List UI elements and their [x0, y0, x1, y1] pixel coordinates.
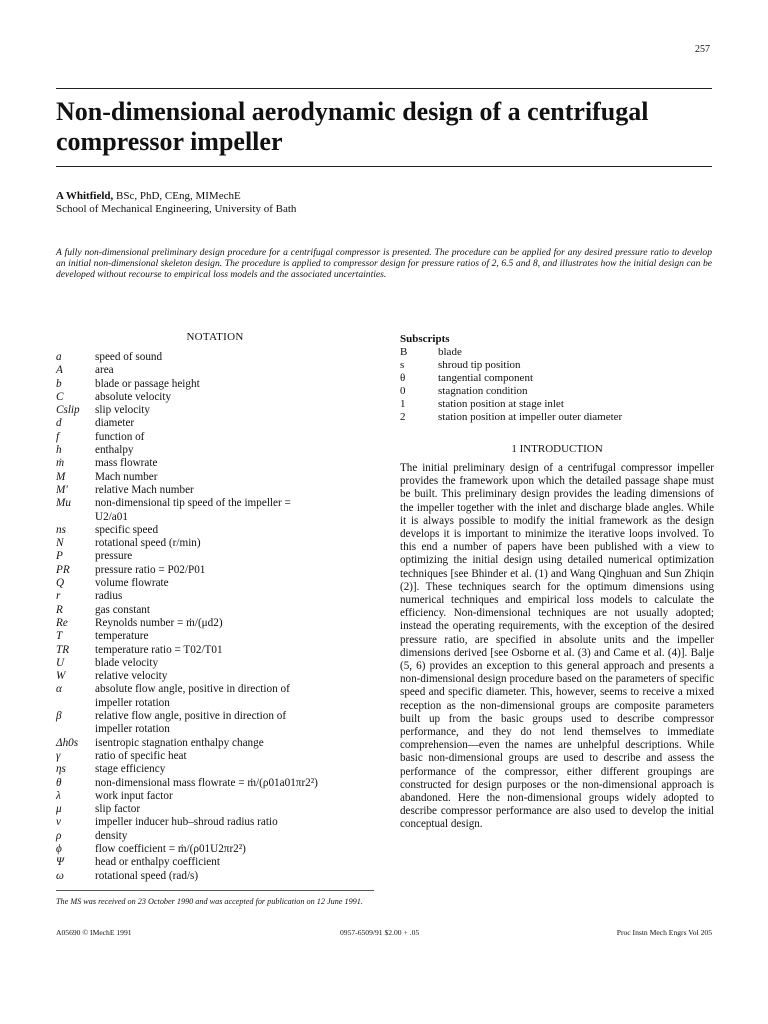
notation-row-symbol: f [56, 430, 60, 443]
footer-issn: 0957-6509/91 $2.00 + .05 [340, 928, 420, 937]
notation-row [56, 431, 374, 444]
notation-row-definition: Mach number [95, 470, 158, 483]
introduction-heading: 1 INTRODUCTION [511, 443, 603, 455]
notation-row-symbol: ṁ [56, 457, 65, 470]
notation-row-definition: area [95, 364, 114, 377]
notation-row-definition: relative Mach number [95, 483, 194, 496]
notation-list [56, 351, 374, 883]
top-rule [56, 88, 712, 89]
notation-row-definition: non-dimensional mass flowrate = ṁ/(ρ01a01πr2²) [95, 776, 318, 789]
notation-row-definition: radius [95, 590, 123, 603]
notation-row [56, 617, 374, 630]
subscript-row-symbol: θ [400, 372, 406, 384]
abstract: A fully non-dimensional preliminary design procedure for a centrifugal compressor is presented. The procedure can be applied for any desired pressure ratio to develop an initial non-dimensional skeleton design. The procedure is applied to compressor design for pressure ratios of 2, 6.5 and 8, and illustrates how the initial design can be developed without recourse to empirical loss models and the associated uncertainties. [56, 247, 712, 280]
notation-row [56, 444, 374, 457]
subscript-row [400, 385, 714, 398]
notation-row-definition: mass flowrate [95, 457, 158, 470]
notation-row [56, 870, 374, 883]
footer-journal: Proc Instn Mech Engrs Vol 205 [616, 928, 712, 937]
notation-row [56, 524, 374, 537]
notation-row-symbol: b [56, 377, 62, 390]
notation-row-symbol: θ [56, 776, 62, 789]
notation-row-symbol: ns [56, 523, 66, 536]
notation-row-definition: rotational speed (r/min) [95, 537, 201, 550]
notation-row [56, 590, 374, 603]
notation-row-symbol: Mu [56, 497, 71, 510]
notation-row [56, 484, 374, 497]
author-name: A Whitfield, [56, 190, 114, 202]
subscript-row-symbol: s [400, 359, 405, 371]
subscript-row-symbol: B [400, 346, 408, 358]
notation-row-symbol: a [56, 351, 62, 363]
subscript-row [400, 359, 714, 372]
notation-row [56, 657, 374, 670]
notation-row-symbol: ηs [56, 763, 66, 776]
subscript-row-definition: stagnation condition [438, 385, 528, 397]
notation-row [56, 710, 374, 723]
notation-row-symbol: PR [56, 563, 70, 576]
notation-row [56, 391, 374, 404]
subscript-row-symbol: 1 [400, 398, 406, 410]
notation-row-definition: volume flowrate [95, 577, 169, 590]
notation-row-definition: ratio of specific heat [95, 749, 187, 762]
notation-row-definition: absolute velocity [95, 390, 172, 403]
notation-row-symbol: λ [56, 789, 61, 802]
subscript-row-definition: station position at stage inlet [438, 398, 564, 410]
notation-row [56, 830, 374, 843]
notation-row-definition: relative flow angle, positive in direction of [95, 710, 287, 723]
notation-row-symbol: Δh0s [56, 736, 79, 749]
subscripts-heading: Subscripts [400, 333, 450, 345]
notation-row-definition: stage efficiency [95, 763, 166, 776]
notation-row-definition: head or enthalpy coefficient [95, 856, 220, 869]
subscript-row-definition: tangential component [438, 372, 533, 384]
notation-row-definition: relative velocity [95, 670, 168, 683]
author-affiliation: School of Mechanical Engineering, University of Bath [56, 203, 297, 215]
notation-row-symbol: U [56, 656, 65, 669]
notation-row-definition: work input factor [95, 789, 173, 802]
notation-row-definition: impeller inducer hub–shroud radius ratio [95, 816, 278, 829]
notation-row [56, 417, 374, 430]
notation-row-definition: gas constant [95, 603, 150, 616]
footnote-rule [56, 890, 374, 891]
notation-row-definition: slip velocity [95, 404, 150, 417]
notation-row [56, 803, 374, 816]
notation-row-symbol: r [56, 590, 61, 603]
notation-row-definition: Reynolds number = ṁ/(μd2) [95, 616, 223, 629]
notation-row-symbol: M′ [56, 483, 68, 496]
notation-row-symbol: TR [56, 643, 70, 656]
notation-row-definition-continued: impeller rotation [95, 696, 170, 709]
notation-row-definition: absolute flow angle, positive in direction of [95, 683, 290, 696]
notation-row-definition: blade velocity [95, 656, 159, 669]
notation-row-symbol: M [56, 470, 66, 483]
notation-row-symbol: Ψ [56, 856, 64, 869]
notation-row-definition: non-dimensional tip speed of the impeller = [95, 497, 291, 510]
notation-row [56, 816, 374, 829]
notation-row-definition: diameter [95, 417, 135, 430]
notation-row [56, 670, 374, 683]
notation-row-definition: specific speed [95, 523, 159, 536]
notation-row [56, 457, 374, 470]
notation-row-symbol: C [56, 390, 64, 403]
subscripts-list [400, 346, 714, 424]
footer-copyright: A05690 © IMechE 1991 [56, 928, 132, 937]
subscript-row [400, 398, 714, 411]
notation-row-symbol: β [56, 710, 62, 723]
notation-row-symbol: ν [56, 816, 61, 829]
subscript-row-definition: station position at impeller outer diameter [438, 411, 623, 423]
notation-row-symbol: α [56, 683, 62, 696]
title-rule [56, 166, 712, 167]
notation-row [56, 364, 374, 377]
notation-row-symbol: Cslip [56, 404, 80, 417]
notation-row [56, 378, 374, 391]
notation-row-definition: enthalpy [95, 444, 134, 457]
notation-row [56, 763, 374, 776]
notation-row-definition: function of [95, 430, 145, 443]
notation-row-symbol: W [56, 670, 66, 683]
notation-row [56, 750, 374, 763]
notation-row-definition: flow coefficient = ṁ/(ρ01U2πr2²) [95, 842, 246, 855]
article-title: Non-dimensional aerodynamic design of a centrifugal compressor impeller [56, 97, 649, 156]
notation-row-symbol: Re [56, 616, 68, 629]
notation-row [56, 630, 374, 643]
notation-row [56, 537, 374, 550]
notation-column [56, 330, 374, 883]
notation-row-definition: blade or passage height [95, 377, 200, 390]
notation-row-symbol: P [56, 550, 63, 563]
notation-row-symbol: Q [56, 577, 65, 590]
footnote: The MS was received on 23 October 1990 and was accepted for publication on 12 June 1991. [56, 897, 363, 906]
notation-row-symbol: μ [56, 803, 62, 816]
notation-row-symbol: d [56, 417, 62, 430]
subscript-row-definition: shroud tip position [438, 359, 521, 371]
subscript-row [400, 346, 714, 359]
notation-row-definition: pressure [95, 550, 133, 563]
notation-row [56, 604, 374, 617]
notation-row-definition-continued: U2/a01 [95, 510, 128, 523]
notation-row-symbol: ρ [56, 829, 62, 842]
notation-row-definition: temperature [95, 630, 149, 643]
notation-row-symbol: A [56, 364, 63, 377]
right-column [400, 333, 714, 832]
notation-row-symbol: T [56, 630, 63, 643]
notation-row [56, 737, 374, 750]
subscript-row [400, 372, 714, 385]
author-block [56, 190, 296, 216]
notation-row-definition: rotational speed (rad/s) [95, 869, 199, 882]
notation-row [56, 471, 374, 484]
notation-row [56, 497, 374, 510]
notation-row-symbol: ϕ [56, 842, 62, 855]
author-credentials: BSc, PhD, CEng, MIMechE [113, 190, 241, 202]
notation-row-symbol: γ [56, 749, 61, 762]
notation-row [56, 843, 374, 856]
notation-row-symbol: N [56, 537, 64, 550]
notation-row [56, 564, 374, 577]
subscript-row [400, 411, 714, 424]
notation-row [56, 683, 374, 696]
subscript-row-symbol: 0 [400, 385, 406, 397]
notation-row-symbol: h [56, 444, 62, 457]
notation-row [56, 550, 374, 563]
notation-row-definition: pressure ratio = P02/P01 [95, 563, 206, 576]
page-number: 257 [695, 44, 710, 55]
notation-row [56, 856, 374, 869]
notation-row [56, 790, 374, 803]
notation-row [56, 644, 374, 657]
notation-row-symbol: ω [56, 869, 64, 882]
subscript-row-definition: blade [438, 346, 462, 358]
notation-row-definition-continued: impeller rotation [95, 723, 170, 736]
notation-row-symbol: R [56, 603, 63, 616]
notation-row-definition: slip factor [95, 803, 141, 816]
notation-row [56, 351, 374, 364]
notation-row-definition: density [95, 829, 128, 842]
notation-row [56, 777, 374, 790]
notation-heading: NOTATION [186, 331, 244, 343]
notation-row-definition: speed of sound [95, 351, 163, 363]
introduction-body: The initial preliminary design of a centrifugal compressor impeller provides the framework upon which the detailed passage shape must be built. This preliminary design provides the leading dimensions of the impeller together with the inlet and discharge blade angles. While it is always possible to modify the initial framework as the design develops it is important to minimize the iterative loops involved. To this end a number of papers have been published with a view to optimizing the initial design using detailed numerical optimization techniques [see Bhinder et al. (1) and Wang Qinghuan and Sun Zhiqin (2)]. These techniques search for the optimum dimensions using numerical techniques and empirical loss models to calculate the efficiency. Non-dimensional techniques are not usually adopted; instead the operating requirements, with the exception of the desired pressure ratio, are specified in absolute units and the impeller dimensions derived [see Osborne et al. (3) and Came et al. (4)]. Balje (5, 6) provides an exception to this general approach and presents a non-dimensional design procedure based on the parameters of specific speed and specific diameter. This, however, seems to receive a mixed reception as the non-dimensional groups are composite parameters built up from the basic groups used to describe compressor performance, and they do not lend themselves to immediate comprehension—even the names are unhelpful descriptions. While basic non-dimensional groups are used to describe and assess the performance of the compressor, either different groupings are constructed for design purposes or the non-dimensional approach is abandoned. Here the non-dimensional groups widely adopted to describe compressor performance are also used to develop the initial conceptual design. [400, 462, 714, 831]
notation-row [56, 404, 374, 417]
subscript-row-symbol: 2 [400, 411, 406, 423]
notation-row [56, 577, 374, 590]
notation-row-definition: temperature ratio = T02/T01 [95, 643, 223, 656]
notation-row-definition: isentropic stagnation enthalpy change [95, 736, 264, 749]
